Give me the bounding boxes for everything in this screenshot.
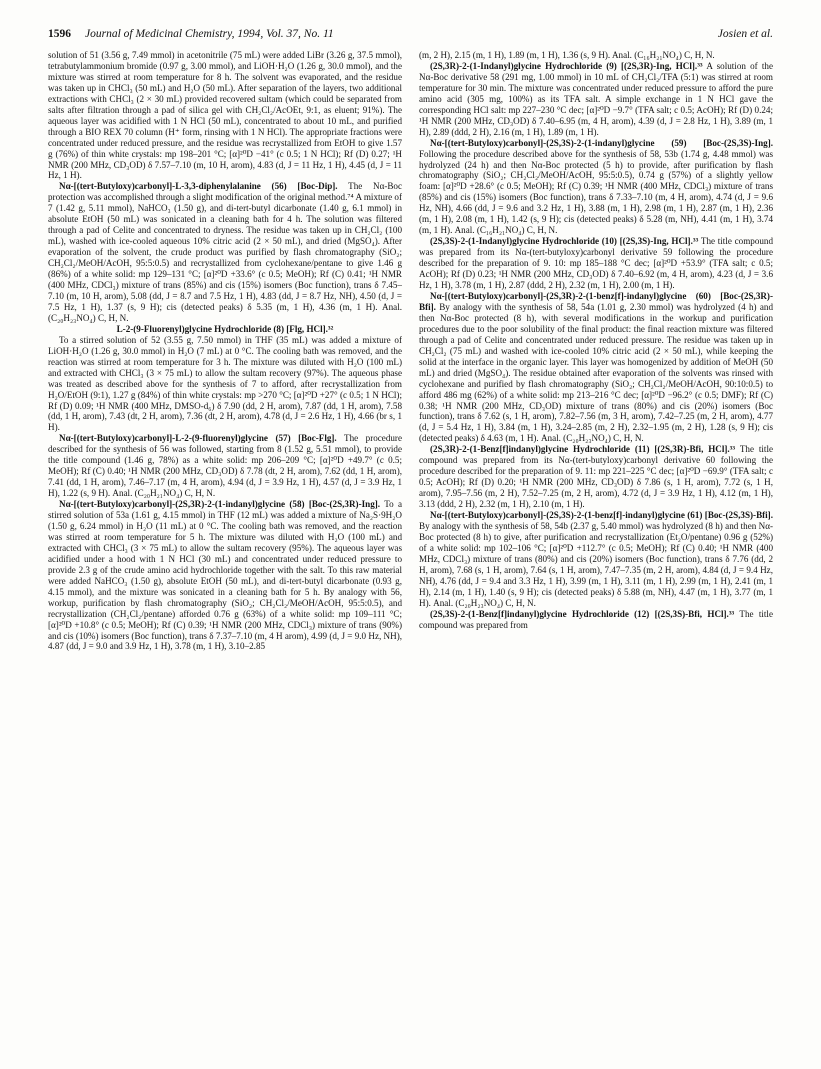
running-header bbox=[48, 28, 773, 40]
paragraph-text: The procedure described for the synthesis of 56 was followed, starting from 8 (1.52 g, 5.51 mmol), to provide the title compound (1.46 g, 78%) as a white solid: mp 206–209 °C; [α]²⁰D +49.7° (c 0.5; MeOH); Rf (C) 0.40; ¹H NMR (200 MHz, CD₃OD) δ 7.78 (dt, 2 H, arom), 7.62 (dd, 1 H, arom), 7.41 (dd, 1 H, arom), 7.46–7.17 (m, 4 H, arom), 4.94 (d, J = 3.9 Hz, 1 H), 4.57 (d, J = 3.9 Hz, 1 H), 1.22 (s, 9 H). Anal. (C₂₀H₂₁NO₄) C, H, N. bbox=[48, 433, 402, 499]
compound-heading: (2S,3R)-2-(1-Indanyl)glycine Hydrochloride (9) [(2S,3R)-Ing, HCl].³³ bbox=[430, 60, 703, 71]
journal-citation: Journal of Medicinal Chemistry, 1994, Vol. 37, No. 11 bbox=[85, 28, 334, 40]
compound-heading: (2S,3S)-2-(1-Benz[f]indanyl)glycine Hydrochloride (12) [(2S,3S)-Bfi, HCl].³³ bbox=[430, 608, 735, 619]
paragraph-text: By analogy with the synthesis of 58, 54a (1.01 g, 2.30 mmol) was hydrolyzed (4 h) and then Nα-Boc protected (8 h), with several modifications in the workup and purification procedures due to the poor solubility of the final product: the final reaction mixture was filtered through a pad of Celite and concentrated under reduced pressure. The residue was taken up in CH₂Cl₂ (75 mL) and washed with ice-cooled 10% citric acid (2 × 50 mL), while keeping the solid at the interface in the organic layer. This layer was homogenized by addition of MeOH (50 mL) and dried (MgSO₄). The residue obtained after evaporation of the solvents was rinsed with cyclohexane and purified by flash chromatography (SiO₂; CH₂Cl₂/MeOH/AcOH, 90:10:0.5) to afford 486 mg (62%) of a white solid: mp 213–216 °C dec; [α]²⁰D −96.2° (c 0.5; DMF); Rf (C) 0.38; ¹H NMR (200 MHz, CD₃OD) mixture of trans (80%) and cis (20%) isomers (Boc function), trans δ 7.62 (s, 1 H, arom), 7.82–7.56 (m, 3 H, arom), 7.42–7.25 (m, 2 H, arom), 4.77 (d, J = 5.4 Hz, 1 H), 3.84 (m, 1 H), 3.24–2.85 (m, 2 H), 2.32–1.95 (m, 2 H), 1.28 (s, 9 H); cis (detected peaks) δ 4.63 (m, 1 H). Anal. (C₂₀H₂₃NO₄) C, H, N. bbox=[419, 301, 773, 444]
paragraph-text: The Nα-Boc protection was accomplished through a slight modification of the original method.⁷⁴ A mixture of 7 (1.42 g, 5.11 mmol), NaHCO₃ (1.50 g), and di-tert-butyl dicarbonate (1.40 g, 6.1 mmol) in absolute EtOH (50 mL) was sonicated in a cleaning bath for 4 h. The solution was filtered through a pad of Celite and concentrated to dryness. The residue was taken up in CH₂Cl₂ (100 mL), washed with ice-cooled aqueous 10% citric acid (2 × 50 mL), and dried (MgSO₄). After evaporation of the solvent, the crude product was purified by flash chromatography (SiO₂; CH₂Cl₂/MeOH/AcOH, 95:5:0.5) and recrystallized from cyclohexane/pentane to give 1.46 g (86%) of a white solid: mp 129–131 °C; [α]²⁰D +33.6° (c 0.5; MeOH); Rf (C) 0.41; ¹H NMR (400 MHz, CDCl₃) mixture of trans (85%) and cis (15%) isomers (Boc function), trans δ 7.45–7.10 (m, 10 H, arom), 5.08 (dd, J = 8.7 and 7.5 Hz, 1 H), 4.83 (dd, J = 8.7 Hz, NH), 4.50 (d, J = 7.5 Hz, 1 H), 1.37 (s, 9 H); cis (detected peaks) δ 5.35 (m, 1 H), 4.36 (m, 1 H). Anal. (C₂₀H₂₃NO₄) C, H, N. bbox=[48, 181, 402, 323]
compound-heading: Nα-[(tert-Butyloxy)carbonyl]-L-3,3-diphenylalanine (56) [Boc-Dip]. bbox=[59, 181, 338, 192]
paragraph-text: The title compound was prepared from its Nα-(tert-butyloxy)carbonyl derivative 59 following the procedure described for the preparation of 9. 10: mp 185–188 °C dec; [α]²⁰D +53.9° (TFA salt; c 0.5; AcOH); Rf (D) 0.23; ¹H NMR (200 MHz, CD₃OD) δ 7.40–6.92 (m, 4 H, arom), 4.23 (d, J = 3.6 Hz, 1 H), 3.78 (m, 1 H), 2.87 (ddd, 2 H), 2.32 (m, 1 H), 2.00 (m, 1 H). bbox=[419, 236, 773, 291]
paragraph bbox=[419, 444, 773, 510]
paragraph-text: Following the procedure described above for the synthesis of 58, 53b (1.74 g, 4.48 mmol) was hydrolyzed (24 h) and then Nα-Boc protected (5 h) to provide, after purification by flash chromatography (SiO₂; CH₂Cl₂/MeOH/AcOH, 95:5:0.5), 0.74 g (57%) of a slightly yellow foam: [α]²⁰D +28.6° (c 0.5; MeOH); Rf (C) 0.39; ¹H NMR (400 MHz, CDCl₃) mixture of trans (85%) and cis (15%) isomers (Boc function), trans δ 7.33–7.10 (m, 4 H, arom), 4.74 (d, J = 9.6 Hz, NH), 4.66 (dd, J = 9.6 and 3.2 Hz, 1 H), 3.88 (m, 1 H), 2.98 (m, 1 H), 2.87 (m, 1 H), 2.36 (m, 1 H), 2.08 (m, 1 H), 1.42 (s, 9 H); cis (detected peaks) δ 5.28 (m, NH), 4.41 (m, 1 H), 3.74 (m, 1 H). Anal. (C₁₆H₂₁NO₄) C, H, N. bbox=[419, 148, 773, 236]
paragraph-text: (m, 2 H), 2.15 (m, 1 H), 1.89 (m, 1 H), 1.36 (s, 9 H). Anal. (C₁₆H₂₁NO₄) C, H, N. bbox=[419, 50, 715, 60]
paragraph bbox=[48, 433, 402, 499]
section-heading: L-2-(9-Fluorenyl)glycine Hydrochloride (8) [Flg, HCl].³² bbox=[116, 323, 334, 334]
compound-heading: Nα-[(tert-Butyloxy)carbonyl]-(2S,3S)-2-(1-benz[f]-indanyl)glycine (61) [Boc-(2S,3S)-Bfi]. bbox=[430, 510, 773, 521]
running-authors: Josien et al. bbox=[717, 28, 773, 40]
paragraph bbox=[419, 291, 773, 444]
compound-heading: Nα-[(tert-Butyloxy)carbonyl]-(2S,3R)-2-(1-indanyl)glycine (58) [Boc-(2S,3R)-Ing]. bbox=[59, 499, 381, 510]
paragraph bbox=[419, 510, 773, 609]
paragraph bbox=[48, 181, 402, 323]
paragraph-text: A solution of the Nα-Boc derivative 58 (291 mg, 1.00 mmol) in 10 mL of CH₂Cl₂/TFA (5:1) was stirred at room temperature for 30 min. The mixture was concentrated under reduced pressure to afford the pure amino acid (305 mg, 100%) as its TFA salt. A simple exchange in 1 N HCl gave the corresponding HCl salt: mp 227–230 °C dec; [α]²⁰D −9.7° (TFA salt; c 0.5; AcOH); Rf (D) 0.24; ¹H NMR (200 MHz, CD₃OD) δ 7.40–6.95 (m, 4 H, arom), 4.39 (d, J = 2.8 Hz, 1 H), 3.89 (m, 1 H), 2.89 (ddd, 2 H), 2.16 (m, 1 H), 1.89 (m, 1 H). bbox=[419, 60, 773, 137]
compound-heading: (2S,3R)-2-(1-Benz[f]indanyl)glycine Hydrochloride (11) [(2S,3R)-Bfi, HCl].³³ bbox=[430, 444, 736, 455]
paragraph bbox=[48, 335, 402, 434]
compound-heading: (2S,3S)-2-(1-Indanyl)glycine Hydrochloride (10) [(2S,3S)-Ing, HCl].³³ bbox=[430, 236, 699, 247]
paragraph bbox=[419, 609, 773, 631]
paragraph bbox=[419, 138, 773, 237]
paragraph-text: To a stirred solution of 52 (3.55 g, 7.50 mmol) in THF (35 mL) was added a mixture of LiOH·H₂O (1.26 g, 30.0 mmol) in H₂O (7 mL) at 0 °C. The cooling bath was removed, and the reaction was stirred at room temperature for 3 h. The mixture was diluted with H₂O (100 mL) and extracted with CHCl₃ (3 × 75 mL) to allow the sultam recovery (97%). The aqueous phase was treated as described above for the synthesis of 7 to afford, after recrystallization from H₂O/EtOH (9:1), 1.27 g (84%) of thin white crystals: mp >270 °C; [α]²⁰D +27° (c 0.5; 1 N HCl); Rf (D) 0.09; ¹H NMR (400 MHz, DMSO-d₆) δ 7.90 (dd, 2 H, arom), 7.87 (dd, 1 H, arom), 7.58 (dd, 1 H, arom), 7.43 (dt, 2 H, arom), 7.36 (dt, 2 H, arom), 4.78 (d, J = 2.6 Hz, 1 H), 4.66 (br s, 1 H). bbox=[48, 334, 402, 433]
paragraph bbox=[419, 50, 773, 61]
compound-heading: Nα-[(tert-Butyloxy)carbonyl]-(2S,3S)-2-(1-indanyl)glycine (59) [Boc-(2S,3S)-Ing]. bbox=[430, 137, 773, 148]
left-column bbox=[48, 50, 402, 1055]
paragraph bbox=[419, 236, 773, 291]
paragraph bbox=[48, 324, 402, 335]
two-column-body bbox=[48, 50, 773, 1055]
page-number: 1596 bbox=[48, 28, 71, 40]
compound-heading: Nα-[(tert-Butyloxy)carbonyl]-L-2-(9-fluorenyl)glycine (57) [Boc-Flg]. bbox=[59, 433, 337, 444]
paragraph bbox=[48, 499, 402, 652]
paragraph-text: By analogy with the synthesis of 58, 54b (2.37 g, 5.40 mmol) was hydrolyzed (8 h) and then Nα-Boc protected (8 h) to give, after purification and recrystallization (Et₂O/pentane) 0.96 g (52%) of a white solid: mp 102–106 °C; [α]²⁰D +112.7° (c 0.5; MeOH); Rf (C) 0.40; ¹H NMR (400 MHz, CDCl₃) mixture of trans (80%) and cis (20%) isomers (Boc function), trans δ 7.76 (dd, 2 H, arom), 7.68 (s, 1 H, arom), 7.64 (s, 1 H, arom), 7.47–7.35 (m, 2 H, arom), 4.84 (d, J = 9.4 Hz, NH), 4.76 (dd, J = 9.4 and 3.3 Hz, 1 H), 3.99 (m, 1 H), 3.11 (m, 1 H), 2.99 (m, 1 H), 2.41 (m, 1 H), 2.14 (m, 1 H), 1.40 (s, 9 H); cis (detected peaks) δ 5.88 (m, NH), 4.47 (m, 1 H), 3.77 (m, 1 H). Anal. (C₂₀H₂₃NO₄) C, H, N. bbox=[419, 520, 773, 608]
paragraph-text: The title compound was prepared from its Nα-(tert-butyloxy)carbonyl derivative 60 following the procedure described for the preparation of 9. 11: mp 221–225 °C dec; [α]²⁰D −69.9° (TFA salt; c 0.5; AcOH); Rf (D) 0.20; ¹H NMR (200 MHz, CD₃OD) δ 7.86 (s, 1 H, arom), 7.72 (s, 1 H, arom), 7.95–7.56 (m, 2 H), 7.52–7.25 (m, 2 H, arom), 4.72 (d, J = 3.9 Hz, 1 H), 4.12 (m, 1 H), 3.13 (ddd, 2 H), 2.32 (m, 1 H), 2.10 (m, 1 H). bbox=[419, 444, 773, 510]
paragraph bbox=[48, 50, 402, 181]
paragraph-text: The title compound was prepared from bbox=[419, 608, 773, 630]
right-column bbox=[419, 50, 773, 1055]
compound-heading: Nα-[(tert-Butyloxy)carbonyl]-(2S,3R)-2-(1-benz[f]-indanyl)glycine (60) [Boc-(2S,3R)-Bfi]. bbox=[419, 290, 773, 312]
paragraph-text: To a stirred solution of 53a (1.61 g, 4.15 mmol) in THF (12 mL) was added a mixture of Na₂S·9H₂O (1.50 g, 6.24 mmol) in H₂O (11 mL) at 0 °C. The cooling bath was removed, and the reaction was stirred at room temperature for 5 h. The mixture was diluted with H₂O (100 mL) and extracted with CHCl₃ (3 × 75 mL) to allow the sultam recovery (95%). The aqueous layer was acidified under a hood with 1 N HCl (30 mL) and concentrated under reduced pressure to provide 2.3 g of the crude amino acid hydrochloride together with the salt. To this raw material were added NaHCO₃ (1.50 g), absolute EtOH (50 mL), and di-tert-butyl dicarbonate (0.93 g, 4.15 mmol), and the mixture was sonicated in a cleaning bath for 5 h. By analogy with 56, workup, purification by flash chromatography (SiO₂; CH₂Cl₂/MeOH/AcOH, 95:5:0.5), and recrystallization (CH₂Cl₂/pentane) afforded 0.76 g (63%) of a white solid: mp 109–111 °C; [α]²⁰D +10.8° (c 0.5; MeOH); Rf (C) 0.39; ¹H NMR (200 MHz, CDCl₃) mixture of trans (90%) and cis (10%) isomers (Boc function), trans δ 7.37–7.10 (m, 4 H arom), 4.99 (d, J = 9.0 Hz, NH), 4.87 (dd, J = 9.0 and 3.9 Hz, 1 H), 3.78 (m, 1 H), 3.10–2.85 bbox=[48, 499, 402, 652]
paragraph-text: solution of 51 (3.56 g, 7.49 mmol) in acetonitrile (75 mL) were added LiBr (3.26 g, 37.5 mmol), tetrabutylammonium bromide (0.97 g, 3.00 mmol), and LiOH·H₂O (1.26 g, 30.0 mmol), and the mixture was stirred at room temperature for 8 h. The solvent was evaporated, and the residue was taken up in CHCl₃ (50 mL) and H₂O (50 mL). After separation of the layers, two additional extractions with CHCl₃ (2 × 30 mL) provided recovered sultam (which could be separated from salts after filtration through a pad of silica gel with CH₂Cl₂/AcOEt, 9:1, as eluent; 91%). The aqueous layer was acidified with 1 N HCl (50 mL), concentrated to about 10 mL, and purified through a BIO REX 70 column (H⁺ form, rinsing with 1 N HCl). The appropriate fractions were concentrated under reduced pressure, and the residue was recrystallized from EtOH to give 1.57 g (76%) of thin white crystals: mp 198–201 °C; [α]²⁰D −41° (c 0.5; 1 N HCl); Rf (D) 0.27; ¹H NMR (200 MHz, CD₃OD) δ 7.57–7.10 (m, 10 H, arom), 4.83 (d, J = 11 Hz, 1 H), 4.45 (d, J = 11 Hz, 1 H). bbox=[48, 50, 402, 181]
paragraph bbox=[419, 61, 773, 138]
